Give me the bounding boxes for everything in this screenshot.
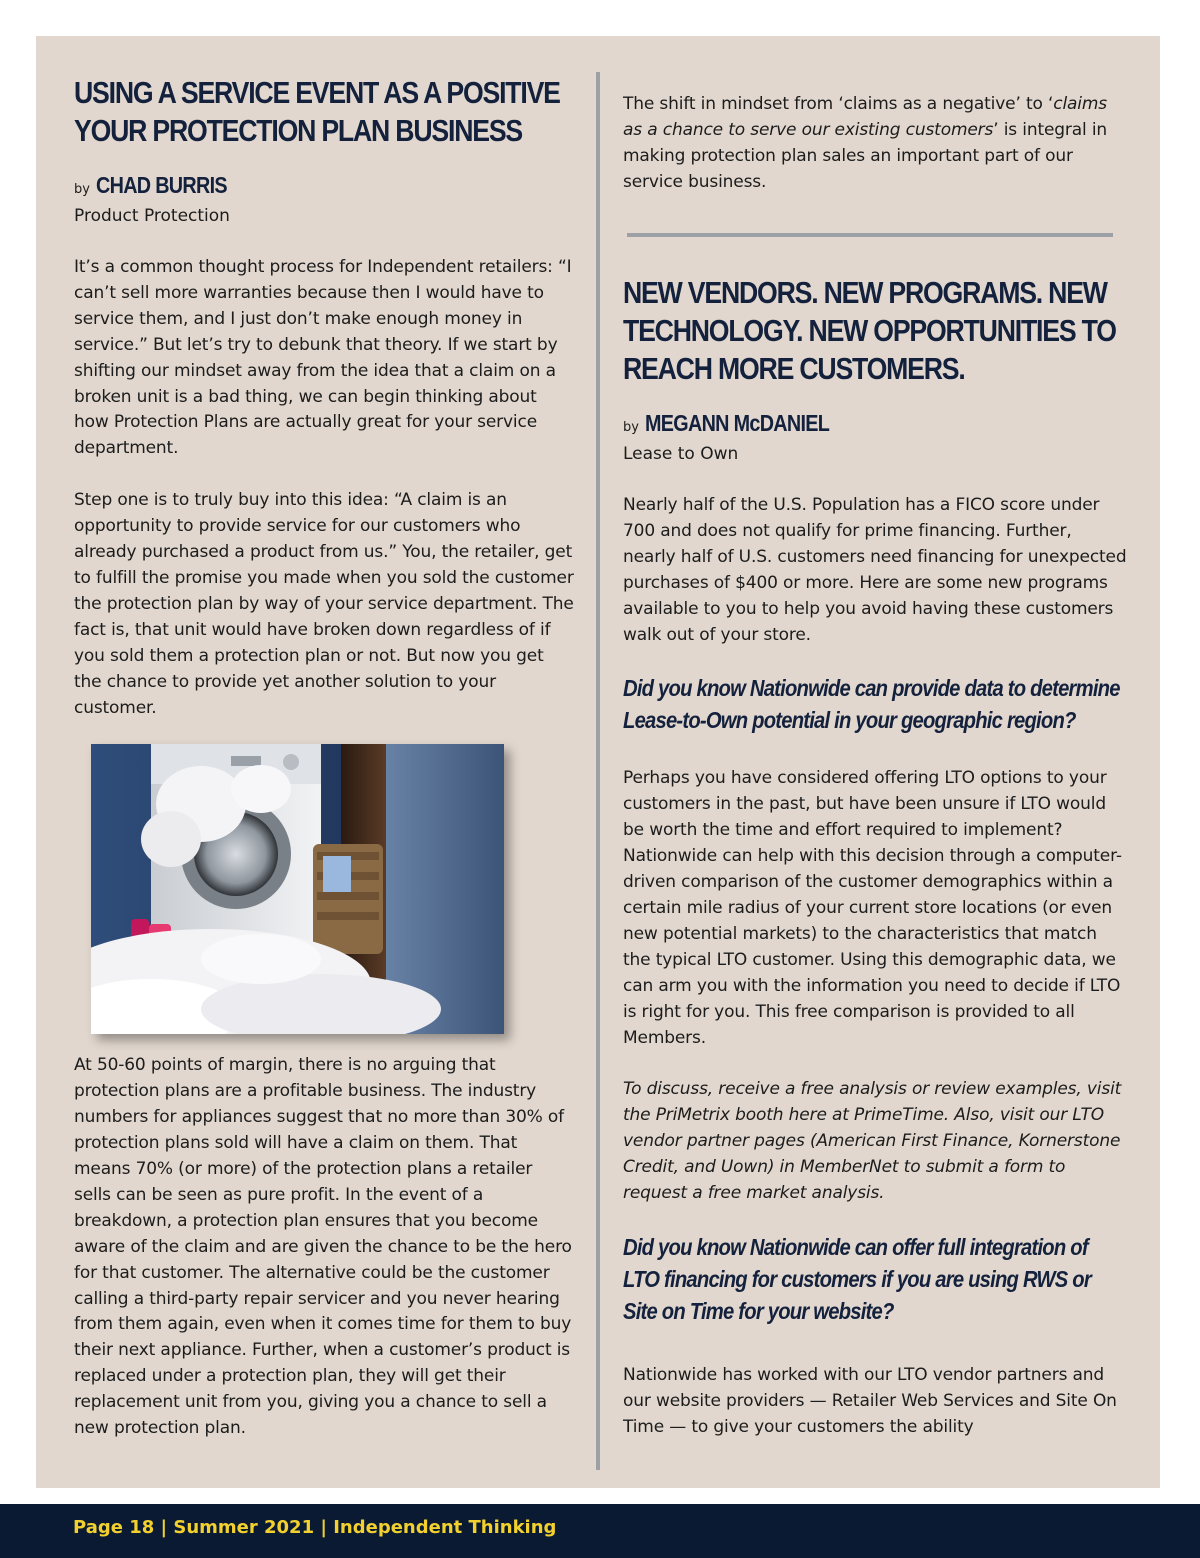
paragraph-3: At 50-60 points of margin, there is no arguing that protection plans are a profitable business. The industry numbers for appliances suggest that no more than 30% of protection plans sold will have a claim on them. That means 70% (or more) of the protection plans a retailer sells can be seen as pure profit. In the event of a breakdown, a protection plan ensures that you become aware of the claim and are given the chance to be the hero for that customer. The alternative could be the customer calling a third-party repair servicer and you never hearing from them again, even when it comes time for them to buy their next appliance. Further, when a customer’s product is replaced under a protection plan, they will get their replacement unit from you, giving you a chance to sell a new protection plan. bbox=[74, 1055, 572, 1439]
washing-machine-foam-photo bbox=[91, 744, 504, 1034]
article2-paragraph-3: To discuss, receive a free analysis or review examples, visit the PriMetrix booth here at PrimeTime. Also, visit our LTO vendor partner pages (American First Finance, Kornerstone Credit, and Uown) in MemberNet to submit a form to request a free market analysis. bbox=[623, 1079, 1122, 1204]
article-right-2 bbox=[623, 274, 1128, 1441]
article2-title-line-2: TECHNOLOGY. NEW OPPORTUNITIES TO bbox=[623, 313, 1116, 348]
continued-text-pre: The shift in mindset from ‘claims as a negative’ to ‘ bbox=[623, 94, 1054, 114]
article-title bbox=[74, 74, 573, 150]
footer-text: Page 18 | Summer 2021 | Independent Thinking bbox=[73, 1517, 557, 1538]
article2-paragraph-4: Nationwide has worked with our LTO vendor partners and our website providers — Retailer Web Services and Site On Time — to give your customers the ability bbox=[623, 1364, 1117, 1437]
column-divider bbox=[596, 72, 600, 1470]
author-name-2: MEGANN McDANIEL bbox=[644, 410, 830, 436]
byline bbox=[74, 172, 574, 203]
author-name: CHAD BURRIS bbox=[95, 172, 227, 198]
article2-title bbox=[623, 274, 1127, 388]
continued-paragraph bbox=[623, 92, 1128, 196]
article-right bbox=[623, 92, 1128, 196]
byline-2 bbox=[623, 410, 1128, 441]
by-word-2: by bbox=[623, 420, 639, 435]
article-title-line-1: USING A SERVICE EVENT AS A POSITIVE bbox=[74, 75, 560, 110]
continued-text-post: ’ is integral in making protection plan sales an important part of our service business. bbox=[623, 119, 1108, 192]
by-word: by bbox=[74, 182, 90, 197]
author-department: Product Protection bbox=[74, 206, 230, 226]
article2-paragraph-1: Nearly half of the U.S. Population has a FICO score under 700 and does not qualify for prime financing. Further, nearly half of U.S. customers need financing for unexpected purchases of $400 or more. Here are some new programs available to you to help you avoid having these customers walk out of your store. bbox=[623, 495, 1127, 645]
article2-title-line-3: REACH MORE CUSTOMERS. bbox=[623, 351, 965, 386]
subhead-1: Did you know Nationwide can provide data to determine Lease-to-Own potential in your geographic region? bbox=[623, 675, 1120, 734]
paragraph-1: It’s a common thought process for Independent retailers: “I can’t sell more warranties because then I would have to service them, and I just don’t make enough money in service.” But let’s try to debunk that theory. If we start by shifting our mindset away from the idea that a claim on a broken unit is a bad thing, we can begin thinking about how Protection Plans are actually great for your service department. bbox=[74, 257, 572, 459]
paragraph-2: Step one is to truly buy into this idea: “A claim is an opportunity to provide service for our customers who already purchased a product from us.” You, the retailer, get to fulfill the promise you made when you sold the customer the protection plan by way of your service department. The fact is, that unit would have broken down regardless of if you sold them a protection plan or not. But now you get the chance to provide yet another solution to your customer. bbox=[74, 490, 574, 718]
continued-text-italic: claims as a chance to serve our existing customers bbox=[623, 94, 1107, 140]
subhead-2: Did you know Nationwide can offer full integration of LTO financing for customers if you are using RWS or Site on Time for your website? bbox=[623, 1233, 1091, 1324]
section-divider bbox=[627, 233, 1113, 237]
author-department-2: Lease to Own bbox=[623, 444, 739, 464]
article2-title-line-1: NEW VENDORS. NEW PROGRAMS. NEW bbox=[623, 275, 1107, 310]
article-title-line-2: YOUR PROTECTION PLAN BUSINESS bbox=[74, 113, 522, 148]
article2-paragraph-2: Perhaps you have considered offering LTO options to your customers in the past, but have been unsure if LTO would be worth the time and effort required to implement? Nationwide can help with this decision through a computer-driven comparison of the customer demographics within a certain mile radius of your current store locations (or even new potential markets) to the characteristics that match the typical LTO customer. Using this demographic data, we can arm you with the information you need to decide if LTO is right for you. This free comparison is provided to all Members. bbox=[623, 768, 1122, 1048]
